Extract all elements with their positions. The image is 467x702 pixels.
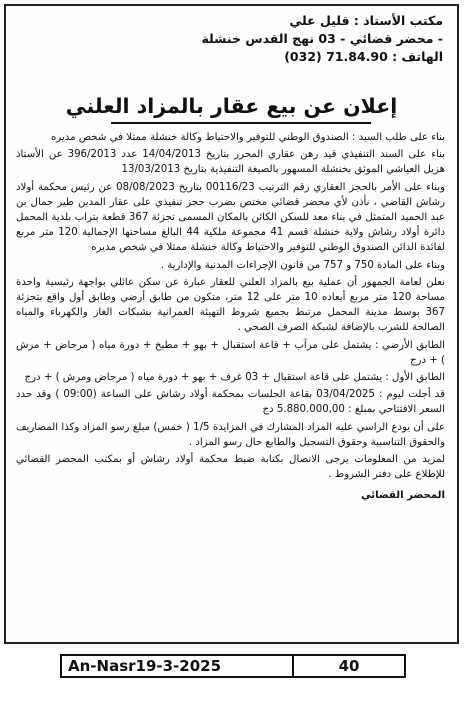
signature: المحضر القضائي [360,490,445,502]
paragraph-property-description: نعلن لعامة الجمهور أن عملية بيع بالمزاد العلني للعقار عبارة عن سكن عائلي بواجهة رئيسية واحدة مساحة 120 متر مربع أبعاده 10 متر على 12 متر، متكون من طابق أرضي وطابق أول واقع بتجزئة 367 بوسط مدينة المحمل مرتبط بجميع شروط التهيئة العمرانية بشبكات الغاز والكهرباء والمياه الصالحة للشرب بالإضافة لشبكة الصرف الصحي . [16,276,446,334]
paragraph-requester: بناء على طلب السيد : الصندوق الوطني للتوفير والاحتياط وكالة خنشلة ممثلا في شخص مديره [50,132,445,143]
publication-date: An-Nasr19-3-2025 [62,656,294,676]
paragraph-contact: لمزيد من المعلومات يرجى الاتصال بكتابة ضبط محكمة أولاد رشاش أو بمكتب المحضر القضائي للإطلاع على دفتر الشروط . [16,454,445,481]
announcement-body [16,130,445,504]
office-name: مكتب الأستاذ : قليل علي [289,13,443,28]
paragraph-first-floor: الطابق الأول : يشتمل على قاعة استقبال + 03 غرف + بهو + دورة مياه ( مرحاض ومرش ) + درج [24,372,445,384]
office-phone [143,48,443,66]
phone-number: (032) 71.84.90 [284,49,388,64]
announcement-frame [4,4,459,644]
title-underline [111,122,371,124]
office-address: - محضر قضائي - 03 نهج القدس خنشلة [201,31,443,46]
paragraph-ground-floor: الطابق الأرضي : يشتمل على مرآب + قاعة استقبال + بهو + مطبخ + دورة مياه ( مرحاض + مرش ) + درج [16,339,445,366]
announcement-title: إعلان عن بيع عقار بالمزاد العلني [65,94,398,118]
paragraph-legal-articles: وبناء على المادة 750 و 757 من قانون الإجراءات المدنية والإدارية . [160,259,445,271]
paragraph-auction-date: قد أجلت ليوم : 03/04/2025 بقاعة الجلسات بمحكمة أولاد رشاش على الساعة (09:00 ) وقد حدد السعر الافتتاحي بمبلغ : 5.880.000,00 دج [16,389,445,416]
paragraph-seizure-order: وبناء على الأمر بالحجز العقاري رقم الترتيب 00116/23 بتاريخ 08/08/2023 عن رئيس محكمة أولاد رشاش القاضي ، نأذن لأي محضر قضائي مختص بضرب حجز تنفيذي على عقار المدين طير جمال بن عبد الحميد المتمثل في بناء معد للسكن الكائن بالمكان المسمى تجزئة 367 قطعة بتراب بلدية المحمل دائرة أولاد رشاش ولاية خنشلة قسم 41 مجموعة ملكية 44 البالغ مساحتها الإجمالية 120 متر مربع لفائدة الدائن الصندوق الوطني للتوفير والاحتياط وكالة خنشلة ممثلا في شخص مديره [16,181,446,254]
bailiff-office-header [143,12,443,66]
paragraph-deposit: على أن يودع الراسي عليه المزاد المشارك في المزايدة 1/5 ( خمس) مبلغ رسو المزاد وكذا المصاريف والحقوق التناسبية وحقوق التسجيل والطابع حال رسو المزاد . [16,421,445,448]
phone-label: الهاتف : [392,49,443,64]
page-number: 40 [338,657,360,675]
newspaper-footer [60,654,406,678]
paragraph-executive-title: بناء على السند التنفيذي قيد رهن عقاري المحرر بتاريخ 14/04/2013 عدد 396/2013 عن الأستاذ هزيل العياشي الموثق بخنشلة المسهور بالصيغة التنفيذية بتاريخ 13/03/2013 [16,149,445,176]
